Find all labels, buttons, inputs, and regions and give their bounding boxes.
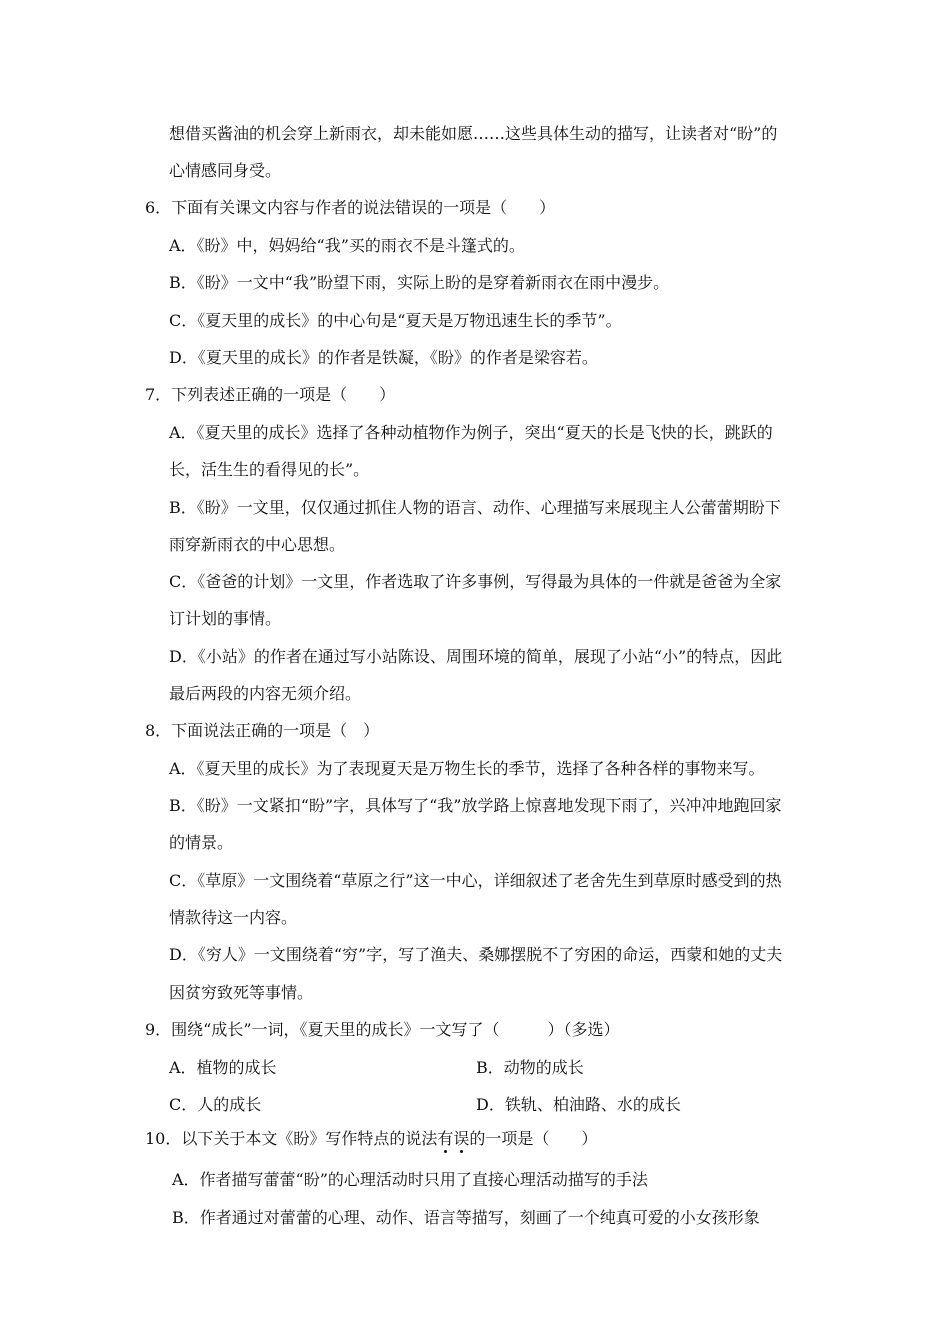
question-6-option-d: D．《夏天里的成长》的作者是铁凝，《盼》的作者是梁容若。 [169, 348, 598, 367]
question-6-option-b: B．《盼》一文中“我”盼望下雨，实际上盼的是穿着新雨衣在雨中漫步。 [169, 273, 670, 292]
question-6-option-a: A．《盼》中，妈妈给“我”买的雨衣不是斗篷式的。 [169, 236, 525, 255]
question-7-stem: 7．下列表述正确的一项是（ ） [145, 385, 396, 404]
question-8-stem: 8．下面说法正确的一项是（ ） [145, 721, 380, 740]
question-7-option-c: C．《爸爸的计划》一文里，作者选取了许多事例，写得最为具体的一件就是爸爸为全家 [169, 572, 782, 591]
question-10-stem [145, 1129, 597, 1149]
question-7-option-b: B．《盼》一文里，仅仅通过抓住人物的语言、动作、心理描写来展现主人公蕾蕾期盼下 [169, 498, 781, 517]
question-10-stem-start: 10．以下关于本文《盼》写作特点的说法 [145, 1129, 438, 1148]
question-9-option-d: D．铁轨、柏油路、水的成长 [476, 1095, 681, 1114]
paragraph-line: 心情感同身受。 [169, 161, 282, 180]
question-9-option-b: B．动物的成长 [476, 1058, 584, 1077]
question-8-option-c-cont: 情款待这一内容。 [169, 908, 298, 927]
question-8-option-a: A．《夏天里的成长》为了表现夏天是万物生长的季节，选择了各种各样的事物来写。 [169, 759, 765, 778]
question-10-option-b: B．作者通过对蕾蕾的心理、动作、语言等描写，刻画了一个纯真可爱的小女孩形象 [172, 1208, 760, 1227]
question-8-option-d-cont: 因贫穷致死等事情。 [169, 983, 314, 1002]
question-8-option-c: C．《草原》一文围绕着“草原之行”这一中心，详细叙述了老舍先生到草原时感受到的热 [169, 871, 782, 890]
question-10-stem-end: 的一项是（ ） [469, 1129, 598, 1148]
question-6-stem: 6．下面有关课文内容与作者的说法错误的一项是（ ） [145, 198, 556, 217]
question-8-option-b-cont: 的情景。 [169, 833, 234, 852]
emphasis-dot-char: 有 [437, 1129, 454, 1148]
emphasis-dot-char: 误 [453, 1129, 470, 1148]
question-8-option-b: B．《盼》一文紧扣“盼”字，具体写了“我”放学路上惊喜地发现下雨了，兴冲冲地跑回家 [169, 796, 782, 815]
question-9-stem: 9．围绕“成长”一词，《夏天里的成长》一文写了（ ）（多选） [145, 1020, 620, 1039]
question-7-option-a: A．《夏天里的成长》选择了各种动植物作为例子，突出“夏天的长是飞快的长，跳跃的 [169, 423, 773, 442]
paragraph-line: 想借买酱油的机会穿上新雨衣，却未能如愿……这些具体生动的描写，让读者对“盼”的 [169, 124, 778, 143]
question-9-option-c: C．人的成长 [169, 1095, 262, 1114]
question-7-option-d: D．《小站》的作者在通过写小站陈设、周围环境的简单，展现了小站“小”的特点，因此 [169, 647, 783, 666]
question-6-option-c: C．《夏天里的成长》的中心句是“夏天是万物迅速生长的季节”。 [169, 311, 622, 330]
question-9-option-a: A．植物的成长 [169, 1058, 277, 1077]
question-7-option-a-cont: 长，活生生的看得见的长”。 [169, 460, 370, 479]
question-7-option-c-cont: 订计划的事情。 [169, 609, 282, 628]
question-8-option-d: D．《穷人》一文围绕着“穷”字，写了渔夫、桑娜摆脱不了穷困的命运，西蒙和她的丈夫 [169, 945, 783, 964]
question-7-option-b-cont: 雨穿新雨衣的中心思想。 [169, 535, 346, 554]
question-10-option-a: A．作者描写蕾蕾“盼”的心理活动时只用了直接心理活动描写的手法 [172, 1170, 648, 1189]
question-7-option-d-cont: 最后两段的内容无须介绍。 [169, 684, 362, 703]
